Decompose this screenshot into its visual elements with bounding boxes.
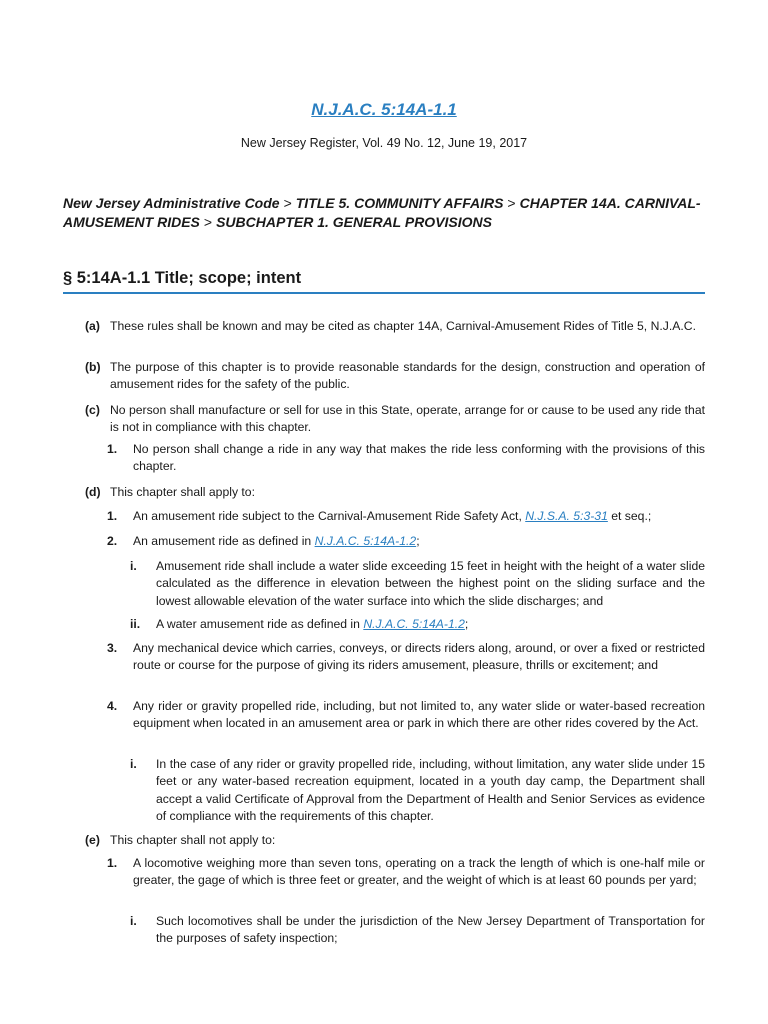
- paragraph-label: i.: [130, 914, 137, 928]
- paragraph-label: 1.: [107, 442, 118, 456]
- statute-link[interactable]: N.J.S.A. 5:3-31: [525, 509, 608, 523]
- document-title-link[interactable]: N.J.A.C. 5:14A-1.1: [311, 100, 457, 119]
- paragraph-label: ii.: [130, 617, 141, 631]
- paragraph-label: 1.: [107, 509, 118, 523]
- paragraph-label: (c): [85, 403, 100, 417]
- text-run: ;: [464, 617, 469, 631]
- breadcrumb-item-subchapter: SUBCHAPTER 1. GENERAL PROVISIONS: [216, 214, 492, 230]
- paragraph-text: [156, 616, 705, 633]
- paragraph-label: i.: [130, 757, 137, 771]
- paragraph-label: 2.: [107, 534, 118, 548]
- paragraph-text: The purpose of this chapter is to provide reasonable standards for the design, construction and operation of amusement rides for the safety of the public.: [110, 360, 705, 392]
- breadcrumb: [63, 194, 713, 232]
- paragraph-label: i.: [130, 559, 137, 573]
- paragraph-text: Any rider or gravity propelled ride, including, but not limited to, any water slide or water-based recreation equipment when located in an amusement area or park in which there are other rides covered by the Act.: [133, 699, 705, 731]
- paragraph-text: A locomotive weighing more than seven tons, operating on a track the length of which is one-half mile or greater, the gage of which is three feet or greater, and the weight of which is at least 60 pounds per yard;: [133, 856, 705, 888]
- paragraph-text: These rules shall be known and may be cited as chapter 14A, Carnival-Amusement Rides of Title 5, N.J.A.C.: [110, 319, 696, 333]
- paragraph-text: In the case of any rider or gravity propelled ride, including, without limitation, any water slide under 15 feet or any water-based recreation equipment, located in a youth day camp, the Department shall accept a valid Certificate of Approval from the Department of Health and Senior Services as evidence of compliance with the requirements of this chapter.: [156, 757, 705, 824]
- breadcrumb-item-code: New Jersey Administrative Code: [63, 195, 280, 211]
- text-run: ;: [416, 534, 420, 548]
- paragraph-label: 4.: [107, 699, 118, 713]
- paragraph-label: (e): [85, 833, 100, 847]
- paragraph-text: This chapter shall apply to:: [110, 485, 255, 499]
- section-heading: § 5:14A-1.1 Title; scope; intent: [63, 269, 705, 294]
- register-citation: New Jersey Register, Vol. 49 No. 12, June 19, 2017: [240, 136, 528, 150]
- paragraph-text: This chapter shall not apply to:: [110, 833, 276, 847]
- text-run: et seq.;: [607, 509, 652, 523]
- paragraph-text: Any mechanical device which carries, conveys, or directs riders along, around, or over a fixed or restricted route or course for the purpose of giving its riders amusement, pleasure, thrills or excitement; and: [133, 641, 705, 673]
- breadcrumb-item-chapter: CHAPTER 14A. CARNIVAL-AMUSEMENT RIDES: [63, 195, 701, 230]
- paragraph-text: [133, 508, 705, 525]
- text-run: An amusement ride as defined in: [133, 534, 315, 548]
- paragraph-label: 3.: [107, 641, 118, 655]
- breadcrumb-item-title: TITLE 5. COMMUNITY AFFAIRS: [295, 195, 504, 211]
- rule-link[interactable]: N.J.A.C. 5:14A-1.2: [314, 534, 417, 548]
- paragraph-text: [133, 533, 705, 550]
- paragraph-label: (b): [85, 360, 101, 374]
- paragraph-text: No person shall change a ride in any way that makes the ride less conforming with the provisions of this chapter.: [133, 442, 705, 474]
- breadcrumb-separator: >: [203, 214, 213, 230]
- paragraph-text: Such locomotives shall be under the jurisdiction of the New Jersey Department of Transportation for the purposes of safety inspection;: [156, 914, 705, 946]
- breadcrumb-separator: >: [283, 195, 292, 211]
- text-run: An amusement ride subject to the Carnival-Amusement Ride Safety Act,: [133, 509, 526, 523]
- paragraph-label: 1.: [107, 856, 118, 870]
- paragraph-label: (a): [85, 319, 100, 333]
- paragraph-label: (d): [85, 485, 101, 499]
- rule-link[interactable]: N.J.A.C. 5:14A-1.2: [363, 617, 465, 631]
- paragraph-text: Amusement ride shall include a water slide exceeding 15 feet in height with the height of a water slide calculated as the difference in elevation between the highest point on the sliding surface and the lowest allowable elevation of the water surface into which the slide discharges; and: [156, 559, 705, 608]
- paragraph-text: No person shall manufacture or sell for use in this State, operate, arrange for or cause to be used any ride that is not in compliance with this chapter.: [110, 403, 705, 435]
- text-run: A water amusement ride as defined in: [156, 617, 364, 631]
- breadcrumb-separator: >: [507, 195, 516, 211]
